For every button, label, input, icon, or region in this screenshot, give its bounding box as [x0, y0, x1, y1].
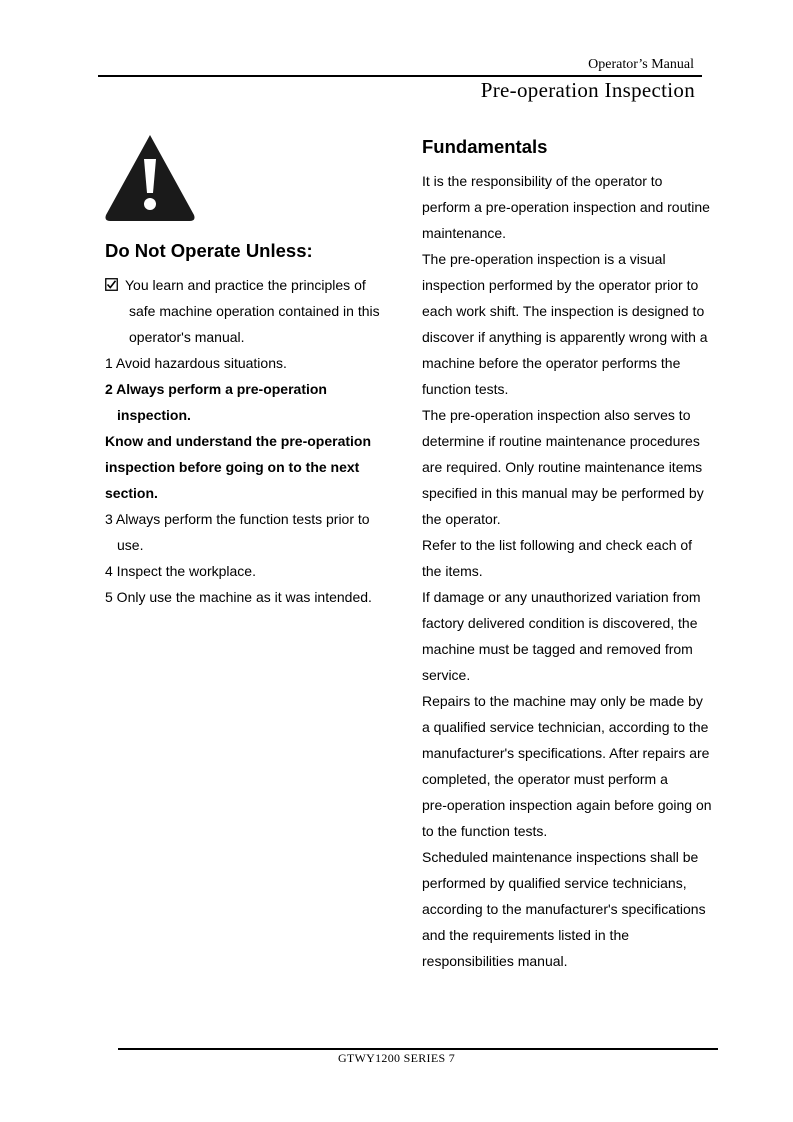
warning-triangle-icon: [104, 133, 196, 223]
operating-conditions-list: [105, 272, 395, 610]
checklist-item-text: You learn and practice the principles of: [125, 277, 366, 293]
emphasis-line: inspection before going on to the next: [105, 459, 360, 475]
body-line: If damage or any unauthorized variation from: [422, 589, 701, 605]
header-divider: [98, 75, 702, 77]
body-line: service.: [422, 667, 471, 683]
body-line: according to the manufacturer's specifications: [422, 901, 706, 917]
body-line: It is the responsibility of the operator to: [422, 173, 663, 189]
body-line: each work shift. The inspection is designed to: [422, 303, 705, 319]
body-line: inspection performed by the operator prior to: [422, 277, 699, 293]
checklist-item-line: [105, 272, 395, 298]
section-title: Pre-operation Inspection: [480, 78, 695, 102]
list-item-2: 2 Always perform a pre-operation: [105, 381, 327, 397]
body-line: Scheduled maintenance inspections shall be: [422, 849, 699, 865]
body-line: The pre-operation inspection also serves to: [422, 407, 691, 423]
body-line: The pre-operation inspection is a visual: [422, 251, 666, 267]
body-line: the items.: [422, 563, 483, 579]
body-line: completed, the operator must perform a: [422, 771, 668, 787]
body-line: discover if anything is apparently wrong with a: [422, 329, 708, 345]
emphasis-line: section.: [105, 485, 158, 501]
fundamentals-heading: Fundamentals: [422, 136, 548, 157]
body-line: pre-operation inspection again before going on: [422, 797, 712, 813]
body-line: determine if routine maintenance procedures: [422, 433, 700, 449]
body-line: responsibilities manual.: [422, 953, 568, 969]
fundamentals-body: [422, 168, 722, 974]
list-item-5: 5 Only use the machine as it was intended.: [105, 589, 372, 605]
list-item-2-cont: inspection.: [117, 407, 191, 423]
checklist-item-line: operator's manual.: [129, 329, 245, 345]
body-line: function tests.: [422, 381, 509, 397]
body-line: to the function tests.: [422, 823, 548, 839]
manual-title: Operator’s Manual: [588, 57, 694, 72]
checked-box-icon: [105, 278, 118, 291]
body-line: machine before the operator performs the: [422, 355, 681, 371]
body-line: a qualified service technician, according to the: [422, 719, 709, 735]
list-item-4: 4 Inspect the workplace.: [105, 563, 256, 579]
do-not-operate-heading: Do Not Operate Unless:: [105, 240, 313, 261]
body-line: Repairs to the machine may only be made by: [422, 693, 703, 709]
body-line: maintenance.: [422, 225, 507, 241]
body-line: performed by qualified service technicians,: [422, 875, 687, 891]
body-line: specified in this manual may be performed by: [422, 485, 704, 501]
footer-page-label: GTWY1200 SERIES 7: [337, 1051, 456, 1065]
body-line: the operator.: [422, 511, 501, 527]
list-item-3-cont: use.: [117, 537, 144, 553]
footer-divider: [118, 1048, 718, 1050]
body-line: Refer to the list following and check each of: [422, 537, 693, 553]
body-line: and the requirements listed in the: [422, 927, 630, 943]
body-line: machine must be tagged and removed from: [422, 641, 693, 657]
body-line: factory delivered condition is discovered, the: [422, 615, 698, 631]
body-line: are required. Only routine maintenance items: [422, 459, 703, 475]
body-line: manufacturer's specifications. After repairs are: [422, 745, 710, 761]
list-item-3: 3 Always perform the function tests prior to: [105, 511, 370, 527]
list-item-1: 1 Avoid hazardous situations.: [105, 355, 287, 371]
emphasis-line: Know and understand the pre-operation: [105, 433, 372, 449]
body-line: perform a pre-operation inspection and routine: [422, 199, 710, 215]
checklist-item-line: safe machine operation contained in this: [129, 303, 380, 319]
